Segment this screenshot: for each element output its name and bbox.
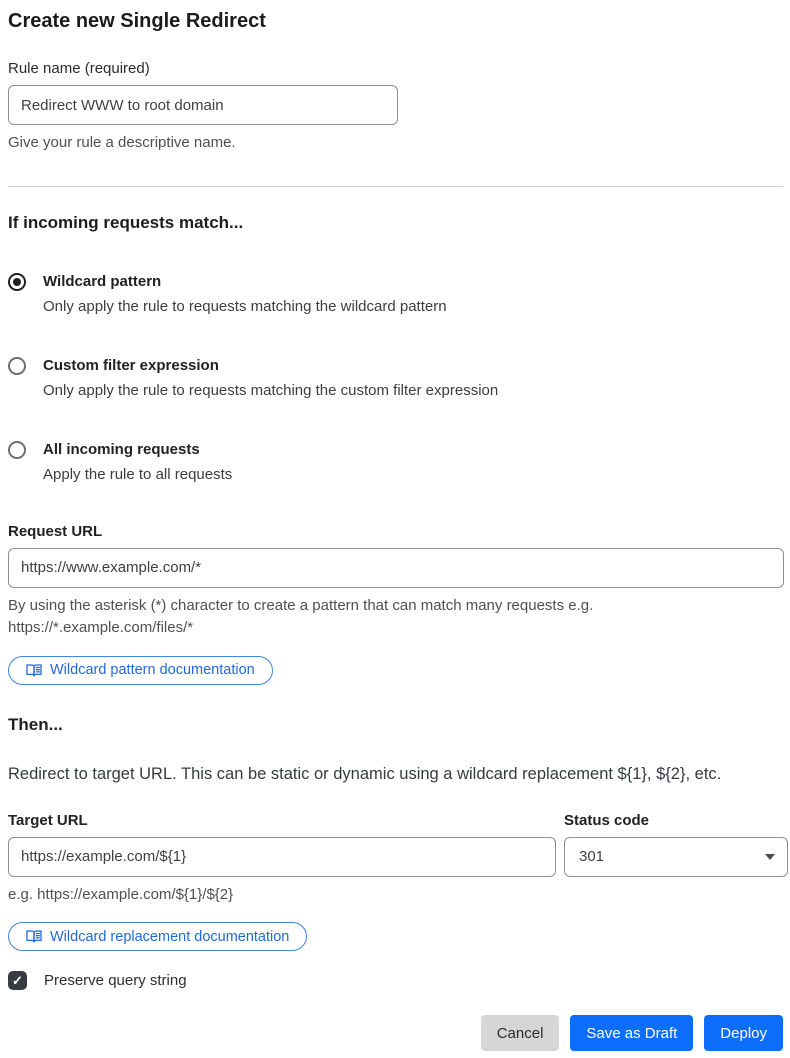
match-type-radio-group — [8, 271, 783, 485]
preserve-query-string-label[interactable]: Preserve query string — [44, 972, 187, 990]
radio-description: Only apply the rule to requests matching the wildcard pattern — [43, 297, 447, 315]
target-url-input[interactable] — [8, 837, 556, 877]
then-section-description: Redirect to target URL. This can be static or dynamic using a wildcard replacement ${1}, ${2}, etc. — [8, 764, 722, 783]
radio-description: Only apply the rule to requests matching the custom filter expression — [43, 381, 499, 399]
status-code-value: 301 — [579, 848, 605, 866]
radio-label[interactable]: Wildcard pattern — [43, 272, 162, 290]
radio-option-custom-filter-expression[interactable] — [8, 355, 783, 401]
open-book-icon — [26, 663, 42, 678]
rule-name-label: Rule name (required) — [8, 60, 150, 77]
radio-button-wildcard-pattern[interactable] — [8, 273, 26, 291]
wildcard-replacement-docs-label: Wildcard replacement documentation — [50, 928, 290, 945]
target-and-status-row — [8, 812, 783, 907]
page-title: Create new Single Redirect — [8, 10, 266, 32]
radio-button-custom-filter-expression[interactable] — [8, 357, 26, 375]
status-code-group — [564, 812, 788, 907]
deploy-button[interactable]: Deploy — [704, 1015, 783, 1051]
target-url-label: Target URL — [8, 811, 88, 829]
match-section-heading: If incoming requests match... — [8, 212, 244, 232]
wildcard-replacement-docs-button[interactable] — [8, 922, 307, 951]
radio-description: Apply the rule to all requests — [43, 465, 233, 483]
target-url-helper: e.g. https://example.com/${1}/${2} — [8, 885, 234, 903]
cancel-button[interactable]: Cancel — [481, 1015, 560, 1051]
preserve-query-string-row[interactable] — [8, 971, 783, 990]
radio-label[interactable]: All incoming requests — [43, 440, 200, 458]
section-divider — [8, 186, 783, 187]
status-code-label: Status code — [564, 811, 650, 829]
open-book-icon — [26, 929, 42, 944]
save-as-draft-button[interactable]: Save as Draft — [570, 1015, 693, 1051]
radio-button-all-incoming-requests[interactable] — [8, 441, 26, 459]
request-url-helper-line2: https://*.example.com/files/* — [8, 619, 194, 636]
status-code-select[interactable] — [564, 837, 788, 877]
wildcard-pattern-docs-button[interactable] — [8, 656, 273, 685]
rule-name-helper: Give your rule a descriptive name. — [8, 134, 236, 151]
then-section-heading: Then... — [8, 714, 63, 734]
preserve-query-string-checkbox[interactable]: ✓ — [8, 971, 27, 990]
rule-name-group — [8, 60, 783, 155]
radio-option-wildcard-pattern[interactable] — [8, 271, 783, 317]
radio-label[interactable]: Custom filter expression — [43, 356, 219, 374]
target-url-group — [8, 812, 556, 907]
rule-name-input[interactable] — [8, 85, 398, 125]
request-url-label: Request URL — [8, 522, 103, 540]
caret-down-icon — [765, 854, 775, 860]
request-url-group — [8, 523, 783, 685]
request-url-helper — [8, 595, 783, 640]
form-actions — [8, 1015, 783, 1058]
request-url-helper-line1: By using the asterisk (*) character to create a pattern that can match many requests e.g. — [8, 596, 594, 614]
radio-option-all-incoming-requests[interactable] — [8, 439, 783, 485]
request-url-input[interactable] — [8, 548, 784, 588]
wildcard-pattern-docs-label: Wildcard pattern documentation — [50, 662, 255, 678]
